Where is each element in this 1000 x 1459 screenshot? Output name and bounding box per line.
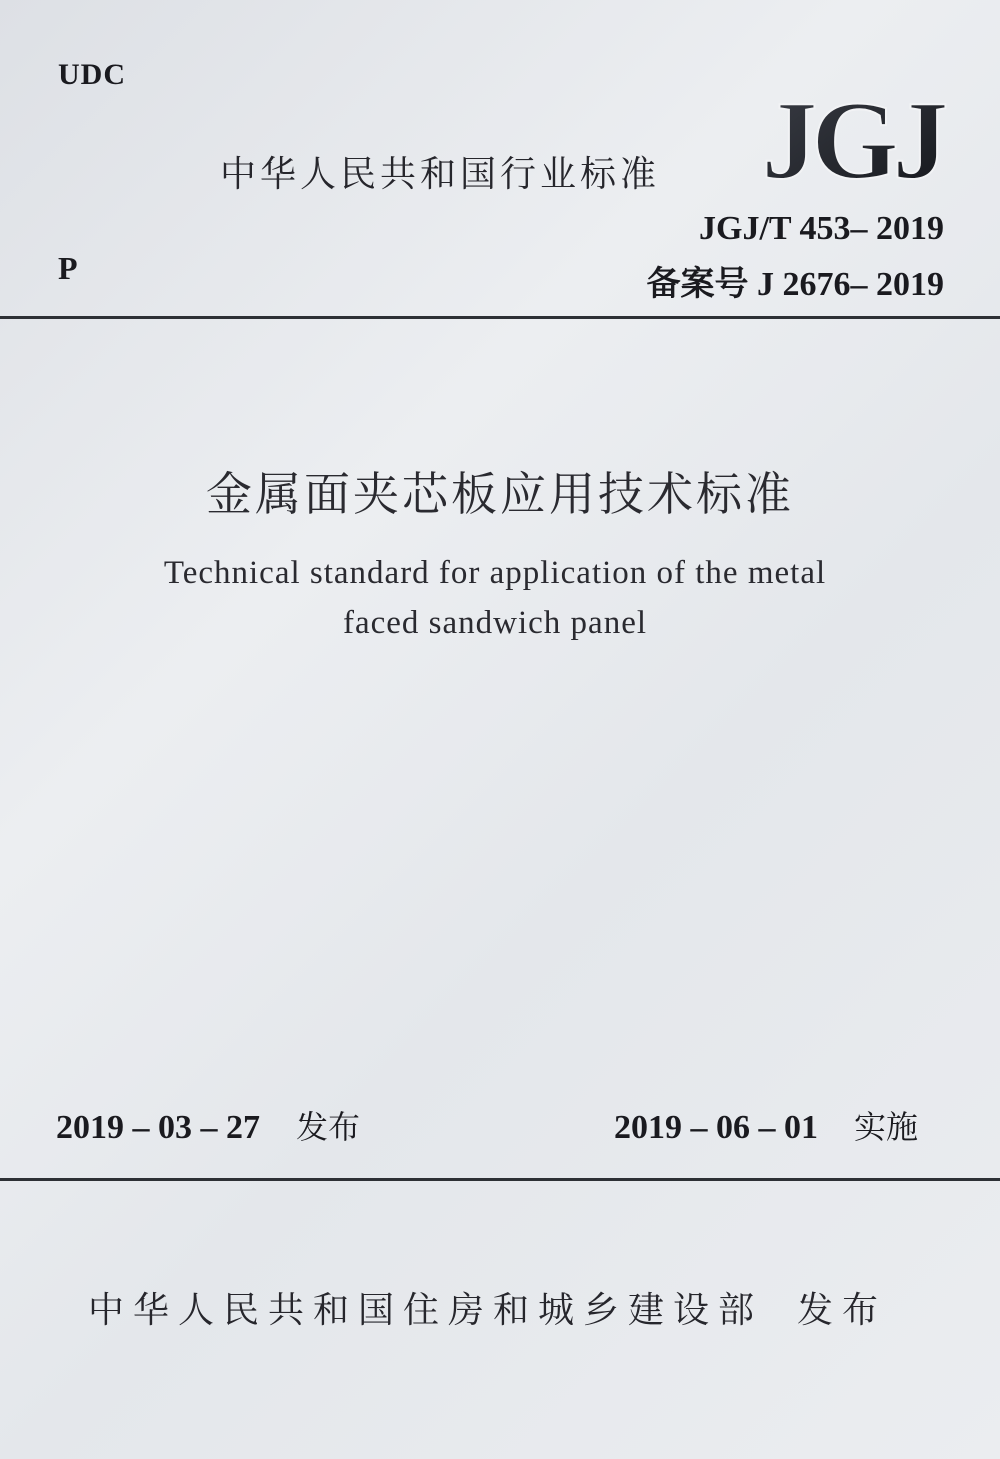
publish-label: 发布 — [797, 1290, 888, 1331]
title-english — [100, 548, 890, 648]
issue-label: 发布 — [296, 1108, 361, 1146]
publisher-name: 中华人民共和国住房和城乡建设部 — [88, 1290, 764, 1331]
standard-number: JGJ/T 453– 2019 — [699, 210, 944, 247]
issue-date: 2019 – 03 – 27 — [56, 1109, 260, 1146]
implementation-label: 实施 — [854, 1108, 919, 1146]
title-chinese: 金属面夹芯板应用技术标准 — [206, 467, 794, 521]
header-divider — [0, 316, 1000, 319]
implementation-date-block — [614, 1102, 918, 1148]
footer-divider — [0, 1178, 1000, 1181]
publisher-line — [88, 1282, 887, 1333]
jgj-logo — [755, 88, 950, 188]
classification-code: P — [58, 250, 78, 286]
jgj-logo-text: JGJ — [761, 88, 943, 188]
industry-standard-heading: 中华人民共和国行业标准 — [220, 154, 661, 195]
title-english-line-2: faced sandwich panel — [342, 605, 648, 641]
udc-label: UDC — [58, 58, 126, 91]
filing-number: 备案号 J 2676– 2019 — [646, 266, 944, 303]
implementation-date: 2019 – 06 – 01 — [614, 1109, 818, 1146]
title-english-line-1: Technical standard for application of the metal — [163, 555, 827, 591]
issue-date-block — [56, 1102, 360, 1148]
